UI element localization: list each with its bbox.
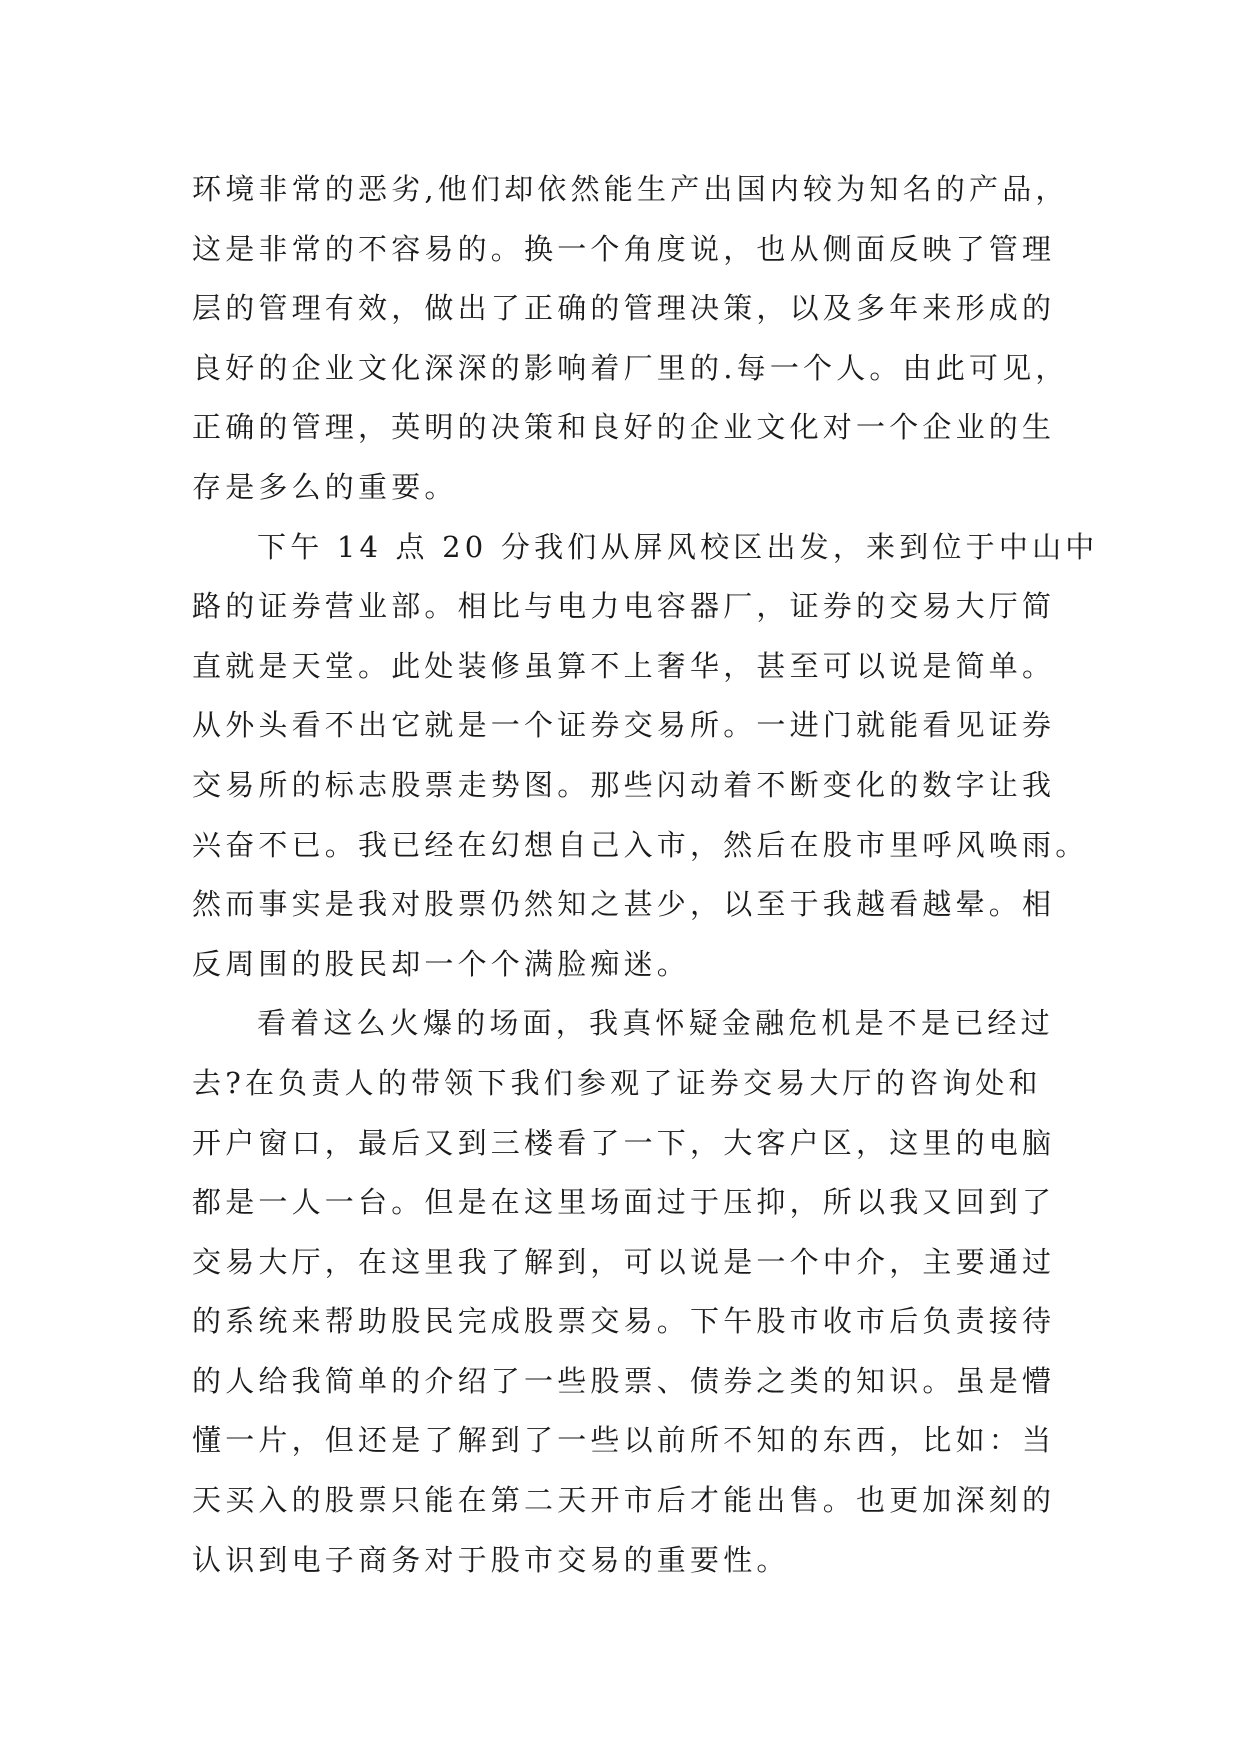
text-line: 去?在负责人的带领下我们参观了证券交易大厅的咨询处和 (192, 1065, 1042, 1100)
text-line: 交易大厅，在这里我了解到，可以说是一个中介，主要通过 (192, 1244, 1056, 1279)
paragraph-first-line: 下午 14 点 20 分我们从屏风校区出发，来到位于中山中 (257, 529, 1099, 564)
text-line: 这是非常的不容易的。换一个角度说，也从侧面反映了管理 (192, 231, 1056, 266)
text-line: 的人给我简单的介绍了一些股票、债券之类的知识。虽是懵 (192, 1363, 1056, 1398)
text-line: 正确的管理，英明的决策和良好的企业文化对一个企业的生 (192, 410, 1056, 445)
body-text (192, 160, 1099, 1590)
text-line: 认识到电子商务对于股市交易的重要性。 (192, 1542, 790, 1577)
text-line: 都是一人一台。但是在这里场面过于压抑，所以我又回到了 (192, 1185, 1056, 1220)
text-line: 从外头看不出它就是一个证券交易所。一进门就能看见证券 (192, 708, 1056, 743)
text-line: 兴奋不已。我已经在幻想自己入市，然后在股市里呼风唤雨。 (192, 827, 1089, 862)
text-line: 的系统来帮助股民完成股票交易。下午股市收市后负责接待 (192, 1304, 1056, 1339)
text-line: 层的管理有效，做出了正确的管理决策，以及多年来形成的 (192, 291, 1056, 326)
text-line: 环境非常的恶劣,他们却依然能生产出国内较为知名的产品， (192, 172, 1069, 206)
text-line: 路的证券营业部。相比与电力电容器厂，证券的交易大厅简 (192, 589, 1056, 624)
text-line: 存是多么的重要。 (192, 469, 458, 504)
text-line: 开户窗口，最后又到三楼看了一下，大客户区，这里的电脑 (192, 1125, 1056, 1160)
text-line: 然而事实是我对股票仍然知之甚少，以至于我越看越晕。相 (192, 887, 1056, 922)
text-line: 良好的企业文化深深的影响着厂里的.每一个人。由此可见， (192, 350, 1069, 385)
text-line: 直就是天堂。此处装修虽算不上奢华，甚至可以说是简单。 (192, 648, 1056, 683)
text-line: 交易所的标志股票走势图。那些闪动着不断变化的数字让我 (192, 767, 1056, 802)
text-line: 反周围的股民却一个个满脸痴迷。 (192, 946, 691, 981)
paragraph-first-line: 看着这么火爆的场面，我真怀疑金融危机是不是已经过 (257, 1006, 1054, 1041)
text-line: 懂一片，但还是了解到了一些以前所不知的东西，比如：当 (192, 1423, 1056, 1458)
text-line: 天买入的股票只能在第二天开市后才能出售。也更加深刻的 (192, 1483, 1056, 1518)
